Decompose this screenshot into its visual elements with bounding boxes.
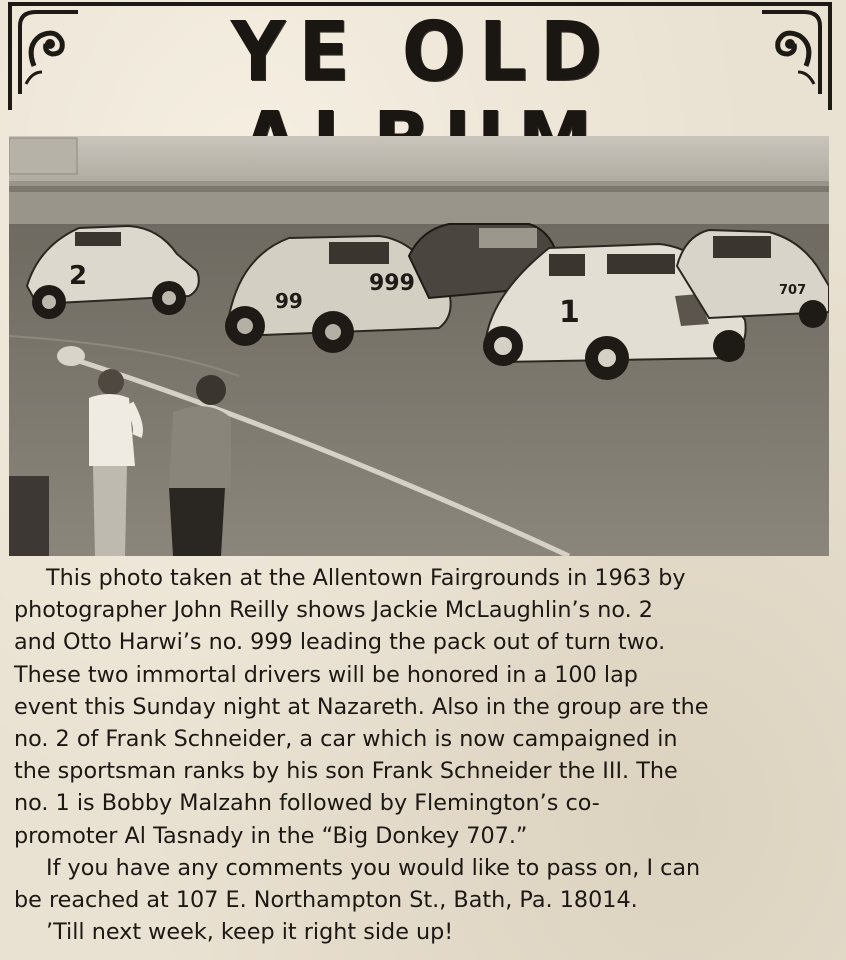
svg-text:2: 2 — [69, 261, 88, 291]
photo-caption — [14, 562, 826, 948]
race-photo — [9, 136, 829, 556]
svg-text:99: 99 — [275, 289, 303, 313]
caption-line: be reached at 107 E. Northampton St., Bath, Pa. 18014. — [14, 887, 638, 914]
caption-line: the sportsman ranks by his son Frank Schneider the III. The — [14, 758, 678, 785]
svg-text:707: 707 — [779, 283, 807, 298]
caption-line: ’Till next week, keep it right side up! — [46, 919, 454, 946]
caption-line: no. 2 of Frank Schneider, a car which is now campaigned in — [14, 726, 678, 753]
svg-text:999: 999 — [369, 271, 415, 296]
caption-line: promoter Al Tasnady in the “Big Donkey 707.” — [14, 822, 528, 849]
caption-line: and Otto Harwi’s no. 999 leading the pack out of turn two. — [14, 629, 666, 656]
caption-line: no. 1 is Bobby Malzahn followed by Flemington’s co- — [14, 790, 600, 817]
caption-line: photographer John Reilly shows Jackie McLaughlin’s no. 2 — [14, 597, 653, 624]
svg-text:1: 1 — [559, 295, 580, 330]
caption-line: If you have any comments you would like to pass on, I can — [46, 854, 701, 881]
page-title: YE OLD — [230, 5, 616, 100]
caption-line: event this Sunday night at Nazareth. Also in the group are the — [14, 693, 709, 720]
caption-line: This photo taken at the Allentown Fairgrounds in 1963 by — [46, 565, 686, 591]
caption-line: These two immortal drivers will be honored in a 100 lap — [14, 661, 638, 688]
